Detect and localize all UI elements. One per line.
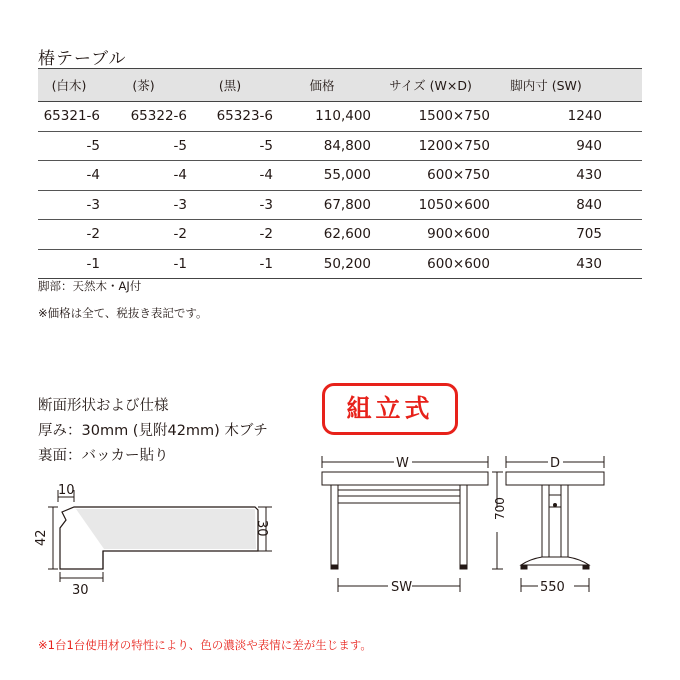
header-kuro: (黒) bbox=[187, 69, 273, 102]
header-leg-inner: 脚内寸 (SW) bbox=[490, 69, 642, 102]
cell-shiraki: 65321-6 bbox=[38, 102, 100, 132]
cell-kuro: -3 bbox=[187, 190, 273, 220]
cell-kuro: 65323-6 bbox=[187, 102, 273, 132]
cell-kuro: -2 bbox=[187, 220, 273, 250]
dim-edge-width: 30 bbox=[72, 583, 89, 598]
cell-leg-inner: 940 bbox=[490, 131, 642, 161]
cell-size: 1500×750 bbox=[371, 102, 490, 132]
cell-cha: -1 bbox=[100, 249, 187, 279]
cell-price: 67,800 bbox=[273, 190, 371, 220]
cell-cha: -5 bbox=[100, 131, 187, 161]
cell-kuro: -4 bbox=[187, 161, 273, 191]
assembly-badge: 組立式 bbox=[322, 383, 458, 435]
footer-note: ※1台1台使用材の特性により、色の濃淡や表情に差が生じます。 bbox=[38, 638, 372, 652]
cell-size: 900×600 bbox=[371, 220, 490, 250]
top-board-shading bbox=[76, 509, 256, 549]
dim-leg-depth: 550 bbox=[540, 580, 565, 595]
dim-top-thickness: 30 bbox=[254, 520, 269, 537]
cell-leg-inner: 430 bbox=[490, 249, 642, 279]
cell-shiraki: -3 bbox=[38, 190, 100, 220]
cell-price: 50,200 bbox=[273, 249, 371, 279]
cell-shiraki: -5 bbox=[38, 131, 100, 161]
cell-price: 84,800 bbox=[273, 131, 371, 161]
dim-edge-height: 42 bbox=[34, 529, 49, 546]
front-view bbox=[322, 456, 503, 592]
cell-kuro: -1 bbox=[187, 249, 273, 279]
header-cha: (茶) bbox=[100, 69, 187, 102]
cell-leg-inner: 705 bbox=[490, 220, 642, 250]
cell-cha: -4 bbox=[100, 161, 187, 191]
cell-cha: -3 bbox=[100, 190, 187, 220]
cell-shiraki: -4 bbox=[38, 161, 100, 191]
cell-leg-inner: 840 bbox=[490, 190, 642, 220]
cell-cha: 65322-6 bbox=[100, 102, 187, 132]
cell-size: 1050×600 bbox=[371, 190, 490, 220]
cell-shiraki: -2 bbox=[38, 220, 100, 250]
cell-price: 55,000 bbox=[273, 161, 371, 191]
thickness-spec: 厚み：30mm (見附42mm) 木ブチ bbox=[38, 423, 268, 439]
side-view bbox=[506, 456, 604, 592]
dim-width: W bbox=[396, 456, 409, 471]
dim-leg-inner: SW bbox=[391, 580, 413, 595]
cell-leg-inner: 1240 bbox=[490, 102, 642, 132]
cell-shiraki: -1 bbox=[38, 249, 100, 279]
header-size: サイズ (W×D) bbox=[371, 69, 490, 102]
page-title: 椿テーブル bbox=[38, 49, 127, 69]
price-note: ※価格は全て、税抜き表記です。 bbox=[38, 306, 208, 320]
cell-price: 110,400 bbox=[273, 102, 371, 132]
section-heading: 断面形状および仕様 bbox=[38, 398, 169, 414]
cell-cha: -2 bbox=[100, 220, 187, 250]
header-price: 価格 bbox=[273, 69, 371, 102]
cell-leg-inner: 430 bbox=[490, 161, 642, 191]
back-spec: 裏面：バッカー貼り bbox=[38, 448, 169, 464]
dim-depth: D bbox=[550, 456, 561, 471]
header-shiraki: (白木) bbox=[38, 69, 100, 102]
cell-size: 1200×750 bbox=[371, 131, 490, 161]
dim-edge-top: 10 bbox=[58, 483, 75, 498]
legs-note: 脚部：天然木・AJ付 bbox=[38, 279, 142, 293]
cell-kuro: -5 bbox=[187, 131, 273, 161]
dim-height: 700 bbox=[493, 497, 507, 520]
cell-size: 600×600 bbox=[371, 249, 490, 279]
cell-price: 62,600 bbox=[273, 220, 371, 250]
cell-size: 600×750 bbox=[371, 161, 490, 191]
